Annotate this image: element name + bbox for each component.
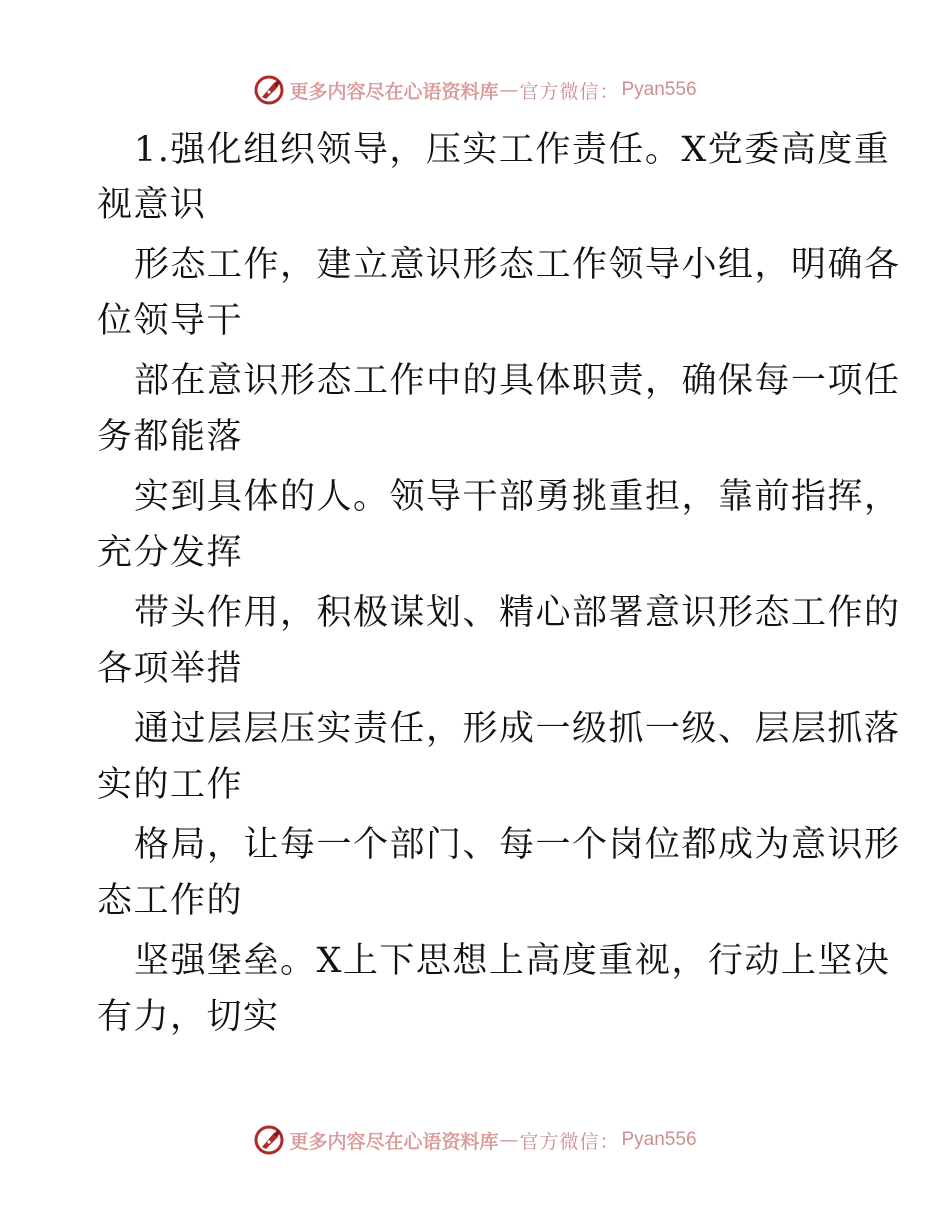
watermark-wechat-label: 官方微信： [519,1130,620,1153]
body-line: 1.强化组织领导，压实工作责任。X党委高度重 [134,130,891,170]
watermark-title: 更多内容尽在心语资料库 [289,80,499,103]
body-line: 态工作的 [97,881,244,921]
body-line: 各项举措 [97,649,244,689]
body-line: 有力，切实 [97,997,280,1037]
body-line: 通过层层压实责任，形成一级抓一级、层层抓落 [134,709,901,749]
watermark-wechat-id: Pyan556 [621,79,697,100]
body-line: 格局，让每一个部门、每一个岗位都成为意识形 [134,825,901,865]
body-line: 实到具体的人。领导干部勇挑重担，靠前指挥， [134,477,901,517]
body-line: 形态工作，建立意识形态工作领导小组，明确各 [134,245,901,285]
header-watermark [0,70,950,110]
pen-nib-logo-icon [253,1124,285,1156]
body-line: 部在意识形态工作中的具体职责，确保每一项任 [134,361,901,401]
watermark-title: 更多内容尽在心语资料库 [289,1130,499,1153]
body-line: 坚强堡垒。X上下思想上高度重视，行动上坚决 [134,941,891,981]
watermark-separator: — [499,1129,519,1151]
footer-watermark [0,1120,950,1160]
body-line: 视意识 [97,185,207,225]
watermark-wechat-id: Pyan556 [621,1129,697,1150]
body-line: 位领导干 [97,301,244,341]
pen-nib-logo-icon [253,74,285,106]
watermark-wechat-label: 官方微信： [519,80,620,103]
body-line: 实的工作 [97,765,244,805]
body-line: 务都能落 [97,417,244,457]
watermark-separator: — [499,79,519,101]
body-line: 带头作用，积极谋划、精心部署意识形态工作的 [134,593,901,633]
body-line: 充分发挥 [97,533,244,573]
